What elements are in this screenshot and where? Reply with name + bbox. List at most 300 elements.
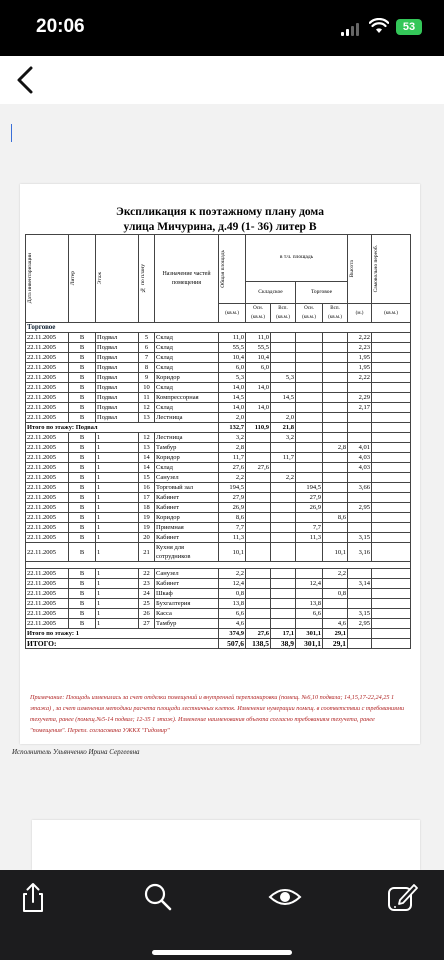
total-label: Итого по этажу: Подвал [26, 423, 219, 433]
table-cell [323, 503, 348, 513]
table-cell: 2,29 [348, 393, 372, 403]
table-cell: В [69, 473, 96, 483]
bottom-toolbar [0, 870, 444, 960]
document-note: Примечание: Площадь изменилась за счет отделки помещений и внутренней перепланировки (помещ. №6,10 подвала; 14,15,17-22,24,25 1 этажа) , за счет изменения методики расчета площади лестничных клеток. Изменение нумерации помещ. в соответствии с требованиями техучета, ранее (помещ.№5-14 подвал; 12-35 1 этаж). Изменение наименования объекта согласно требованиям техучета, ранее "помещения". Перепл. согласована УЖКХ "Гидомир" [30, 694, 405, 734]
total-value [323, 423, 348, 433]
table-cell [271, 463, 296, 473]
table-cell [323, 453, 348, 463]
table-row [26, 619, 411, 629]
table-cell [372, 533, 411, 543]
table-cell [372, 333, 411, 343]
table-cell: 9 [139, 373, 155, 383]
table-cell: 55,5 [219, 343, 246, 353]
table-cell [246, 413, 271, 423]
table-cell: Коридор [155, 513, 219, 523]
table-cell: 4,01 [348, 443, 372, 453]
table-cell: Подвал [96, 403, 139, 413]
table-cell: 22.11.2005 [26, 473, 69, 483]
table-cell [296, 353, 323, 363]
table-cell [246, 473, 271, 483]
table-cell [372, 599, 411, 609]
table-cell: 11,0 [246, 333, 271, 343]
table-row [26, 453, 411, 463]
table-cell: Кабинет [155, 503, 219, 513]
table-cell: 13 [139, 443, 155, 453]
markup-button[interactable] [386, 880, 420, 914]
table-cell: 11,7 [219, 453, 246, 463]
table-cell [372, 363, 411, 373]
table-cell: В [69, 589, 96, 599]
total-value: 17,1 [271, 629, 296, 639]
table-cell: 10,1 [219, 543, 246, 562]
header-main2: Осн. [304, 306, 314, 311]
header-trade: Торговое [296, 281, 348, 304]
table-cell: 13,8 [296, 599, 323, 609]
table-cell: В [69, 383, 96, 393]
table-cell [246, 503, 271, 513]
table-cell: 1,95 [348, 363, 372, 373]
table-cell [348, 413, 372, 423]
table-cell [372, 433, 411, 443]
table-cell: Подвал [96, 413, 139, 423]
table-cell: 22.11.2005 [26, 493, 69, 503]
table-cell: 2,95 [348, 619, 372, 629]
table-cell [323, 363, 348, 373]
table-cell [296, 363, 323, 373]
table-cell: 1 [96, 569, 139, 579]
table-cell [323, 343, 348, 353]
table-cell [372, 619, 411, 629]
table-row [26, 333, 411, 343]
total-value: 132,7 [219, 423, 246, 433]
grand-total-value: 301,1 [296, 639, 323, 649]
table-row [26, 533, 411, 543]
table-row [26, 343, 411, 353]
table-cell: 21 [139, 543, 155, 562]
table-cell [246, 513, 271, 523]
table-cell [372, 383, 411, 393]
table-cell [296, 413, 323, 423]
table-cell [372, 513, 411, 523]
table-cell: 4,6 [323, 619, 348, 629]
table-cell: 1 [96, 463, 139, 473]
header-unauth: Самовольно переоб. [373, 245, 380, 293]
table-cell [348, 599, 372, 609]
table-cell [246, 393, 271, 403]
table-cell: 8,6 [323, 513, 348, 523]
signature-line: Исполнитель Ульянченко Ирина Сергеевна [12, 748, 140, 756]
grand-total-label: ИТОГО: [26, 639, 219, 649]
table-cell [296, 589, 323, 599]
table-cell [323, 383, 348, 393]
table-cell: 25 [139, 599, 155, 609]
table-cell [271, 523, 296, 533]
table-cell [246, 443, 271, 453]
table-cell [296, 513, 323, 523]
table-cell: 19 [139, 523, 155, 533]
table-cell: 22.11.2005 [26, 333, 69, 343]
table-cell: 22.11.2005 [26, 619, 69, 629]
table-row [26, 513, 411, 523]
table-cell [271, 353, 296, 363]
table-cell: 3,2 [271, 433, 296, 443]
eye-icon [268, 880, 302, 914]
table-row [26, 393, 411, 403]
table-cell: 2,2 [323, 569, 348, 579]
header-unit: (кв.м.) [302, 315, 316, 320]
table-cell: 22.11.2005 [26, 533, 69, 543]
table-cell: 3,15 [348, 533, 372, 543]
table-cell [296, 473, 323, 483]
share-button[interactable] [16, 880, 50, 914]
table-cell [271, 589, 296, 599]
table-cell: В [69, 579, 96, 589]
table-row [26, 403, 411, 413]
table-cell: 1 [96, 513, 139, 523]
table-row [26, 413, 411, 423]
table-cell: Подвал [96, 343, 139, 353]
table-cell: 2,2 [271, 473, 296, 483]
table-cell [372, 543, 411, 562]
header-main1: Осн. [253, 306, 263, 311]
table-row [26, 543, 411, 562]
table-cell [296, 343, 323, 353]
table-cell: В [69, 513, 96, 523]
table-cell [246, 453, 271, 463]
table-cell: 1 [96, 619, 139, 629]
table-cell: 12 [139, 403, 155, 413]
cellular-signal-icon [341, 22, 361, 36]
table-cell: 10 [139, 383, 155, 393]
table-cell: 2,95 [348, 503, 372, 513]
table-cell: 3,16 [348, 543, 372, 562]
table-cell [372, 523, 411, 533]
table-cell: Коридор [155, 453, 219, 463]
table-cell: Склад [155, 463, 219, 473]
table-cell: 15 [139, 473, 155, 483]
table-cell: Склад [155, 383, 219, 393]
table-cell: 27 [139, 619, 155, 629]
total-row-floor1 [26, 629, 411, 639]
grand-total-value: 507,6 [219, 639, 246, 649]
table-cell: В [69, 523, 96, 533]
search-icon [141, 880, 175, 914]
table-cell [323, 413, 348, 423]
header-name: Назначение частей помещения [155, 235, 219, 323]
table-row [26, 503, 411, 513]
table-cell: 11,7 [271, 453, 296, 463]
table-cell: 11,3 [296, 533, 323, 543]
table-row [26, 579, 411, 589]
table-cell: 22.11.2005 [26, 403, 69, 413]
total-label: Итого по этажу: 1 [26, 629, 219, 639]
table-cell: Подвал [96, 353, 139, 363]
table-row [26, 363, 411, 373]
table-cell: 22.11.2005 [26, 413, 69, 423]
chevron-left-icon [6, 60, 46, 100]
table-cell: 22.11.2005 [26, 523, 69, 533]
status-bar [0, 0, 444, 56]
table-cell: 7,7 [219, 523, 246, 533]
table-cell [348, 589, 372, 599]
table-cell [296, 333, 323, 343]
table-cell: В [69, 413, 96, 423]
grand-total-value: 138,5 [246, 639, 271, 649]
table-cell [323, 599, 348, 609]
table-cell: 3,66 [348, 483, 372, 493]
table-cell: В [69, 463, 96, 473]
table-cell: 27,9 [219, 493, 246, 503]
text-cursor [11, 124, 12, 142]
section-title: Торговое [26, 323, 411, 333]
table-cell [372, 483, 411, 493]
table-cell [372, 343, 411, 353]
table-cell [296, 463, 323, 473]
table-cell: 11,3 [219, 533, 246, 543]
document-subtitle: улица Мичурина, д.49 (1- 36) литер В [123, 221, 317, 233]
table-cell: Санузел [155, 569, 219, 579]
table-cell: В [69, 333, 96, 343]
total-row-basement [26, 423, 411, 433]
table-cell [323, 579, 348, 589]
table-cell [323, 493, 348, 503]
table-cell: Компрессорная [155, 393, 219, 403]
table-cell [372, 453, 411, 463]
table-cell: 1 [96, 589, 139, 599]
table-cell: Склад [155, 333, 219, 343]
table-cell: 26,9 [219, 503, 246, 513]
table-cell [246, 599, 271, 609]
table-cell: 22.11.2005 [26, 579, 69, 589]
table-cell [246, 609, 271, 619]
table-row [26, 353, 411, 363]
table-cell: 4,03 [348, 463, 372, 473]
table-cell: 7,7 [296, 523, 323, 533]
table-cell [271, 579, 296, 589]
table-cell [271, 383, 296, 393]
table-cell: В [69, 373, 96, 383]
table-row [26, 589, 411, 599]
explication-table [25, 234, 411, 649]
table-cell: 1 [96, 493, 139, 503]
table-row [26, 373, 411, 383]
table-row [26, 433, 411, 443]
table-cell: 1 [96, 543, 139, 562]
header-aux1: Всп. [278, 306, 288, 311]
document-viewer[interactable] [0, 104, 444, 870]
table-cell: 2,22 [348, 373, 372, 383]
table-cell: 22.11.2005 [26, 363, 69, 373]
table-cell: 1 [96, 533, 139, 543]
table-cell: Санузел [155, 473, 219, 483]
table-cell: В [69, 483, 96, 493]
table-cell: 27,9 [296, 493, 323, 503]
table-cell [271, 513, 296, 523]
table-cell [372, 443, 411, 453]
table-cell: Тамбур [155, 619, 219, 629]
header-warehouse: Складское [246, 281, 296, 304]
table-cell: 14 [139, 453, 155, 463]
table-cell: Кабинет [155, 493, 219, 503]
header-unit: (кв.м.) [328, 315, 342, 320]
table-row [26, 443, 411, 453]
view-button[interactable] [268, 880, 302, 914]
table-cell [271, 483, 296, 493]
table-cell: 10,4 [246, 353, 271, 363]
table-cell: 13 [139, 413, 155, 423]
table-cell: В [69, 543, 96, 562]
table-cell [323, 523, 348, 533]
table-cell [271, 503, 296, 513]
header-date: Дата инвентаризации [27, 253, 33, 304]
table-cell: 14,5 [219, 393, 246, 403]
table-cell: 10,1 [323, 543, 348, 562]
table-cell [246, 579, 271, 589]
table-cell: В [69, 609, 96, 619]
table-cell: Склад [155, 363, 219, 373]
table-cell [372, 473, 411, 483]
table-cell [323, 373, 348, 383]
status-time: 20:06 [36, 16, 85, 37]
table-cell: 20 [139, 533, 155, 543]
table-cell [323, 463, 348, 473]
table-cell: Лестница [155, 433, 219, 443]
markup-icon [386, 880, 420, 914]
table-cell [348, 523, 372, 533]
table-row [26, 599, 411, 609]
document-title: Экспликация к поэтажному плану дома [116, 206, 324, 218]
table-cell: 194,5 [219, 483, 246, 493]
table-cell: 1 [96, 433, 139, 443]
table-cell [372, 353, 411, 363]
table-cell [271, 493, 296, 503]
table-cell [246, 533, 271, 543]
table-cell: 11,0 [219, 333, 246, 343]
table-cell: Кабинет [155, 579, 219, 589]
table-cell: 27,6 [246, 463, 271, 473]
table-cell: 27,6 [219, 463, 246, 473]
table-cell: 4,03 [348, 453, 372, 463]
table-cell: 26,9 [296, 503, 323, 513]
table-cell [372, 493, 411, 503]
header-floor: Этаж [97, 272, 103, 285]
table-cell: В [69, 353, 96, 363]
table-cell [246, 589, 271, 599]
table-cell: Лестница [155, 413, 219, 423]
table-cell: 2,23 [348, 343, 372, 353]
table-cell: 3,15 [348, 609, 372, 619]
home-indicator [152, 950, 292, 955]
table-cell: 1,95 [348, 353, 372, 363]
table-cell [246, 619, 271, 629]
table-cell: 14,0 [219, 383, 246, 393]
total-value: 21,8 [271, 423, 296, 433]
header-liter: Литер [70, 271, 76, 286]
table-cell [323, 333, 348, 343]
table-cell: 22.11.2005 [26, 589, 69, 599]
table-cell [372, 589, 411, 599]
table-row [26, 383, 411, 393]
table-cell: В [69, 569, 96, 579]
total-value [296, 423, 323, 433]
table-cell [246, 433, 271, 443]
table-cell: 22.11.2005 [26, 609, 69, 619]
table-cell: 12 [139, 433, 155, 443]
table-cell [372, 609, 411, 619]
table-cell [323, 483, 348, 493]
table-cell: Торговый зал [155, 483, 219, 493]
table-cell: Подвал [96, 383, 139, 393]
table-row [26, 493, 411, 503]
table-cell: В [69, 433, 96, 443]
document-page [20, 184, 420, 744]
table-cell: 5,3 [219, 373, 246, 383]
table-cell [271, 619, 296, 629]
table-cell [246, 373, 271, 383]
table-cell: 2,22 [348, 333, 372, 343]
table-cell: 22.11.2005 [26, 373, 69, 383]
table-cell: В [69, 443, 96, 453]
table-cell: 1 [96, 453, 139, 463]
back-button[interactable] [6, 60, 46, 100]
table-cell: 22.11.2005 [26, 513, 69, 523]
table-row [26, 473, 411, 483]
search-button[interactable] [141, 880, 175, 914]
header-unit: (кв.м.) [276, 315, 290, 320]
table-cell: В [69, 453, 96, 463]
table-cell: 2,2 [219, 473, 246, 483]
table-cell: 22.11.2005 [26, 383, 69, 393]
share-icon [16, 880, 50, 914]
table-cell: 5,3 [271, 373, 296, 383]
table-cell: 14,0 [246, 403, 271, 413]
grand-total-value: 29,1 [323, 639, 348, 649]
table-cell: 7 [139, 353, 155, 363]
table-cell: 22.11.2005 [26, 443, 69, 453]
table-cell [348, 433, 372, 443]
table-cell: 6,0 [219, 363, 246, 373]
table-cell: Подвал [96, 333, 139, 343]
table-cell: 4,6 [219, 619, 246, 629]
table-cell: 14,0 [219, 403, 246, 413]
total-value: 374,9 [219, 629, 246, 639]
header-unit: (кв.м.) [372, 304, 411, 323]
table-row [26, 483, 411, 493]
battery-indicator: 53 [396, 19, 422, 35]
table-cell [323, 353, 348, 363]
table-cell [271, 343, 296, 353]
table-cell: 1 [96, 473, 139, 483]
table-cell: В [69, 503, 96, 513]
table-cell: Подвал [96, 373, 139, 383]
table-cell: 17 [139, 493, 155, 503]
table-row [26, 463, 411, 473]
table-cell: 1 [96, 443, 139, 453]
table-cell [296, 433, 323, 443]
table-header-row [26, 235, 411, 282]
table-cell [372, 463, 411, 473]
table-cell [323, 473, 348, 483]
header-unit: (кв.м.) [219, 304, 246, 323]
table-cell [271, 333, 296, 343]
header-aux2: Всп. [330, 306, 340, 311]
table-cell [271, 599, 296, 609]
header-incl-area: в т.ч. площадь [246, 235, 348, 282]
table-cell: 12,4 [296, 579, 323, 589]
table-cell: 23 [139, 579, 155, 589]
table-cell [372, 373, 411, 383]
table-cell [296, 403, 323, 413]
